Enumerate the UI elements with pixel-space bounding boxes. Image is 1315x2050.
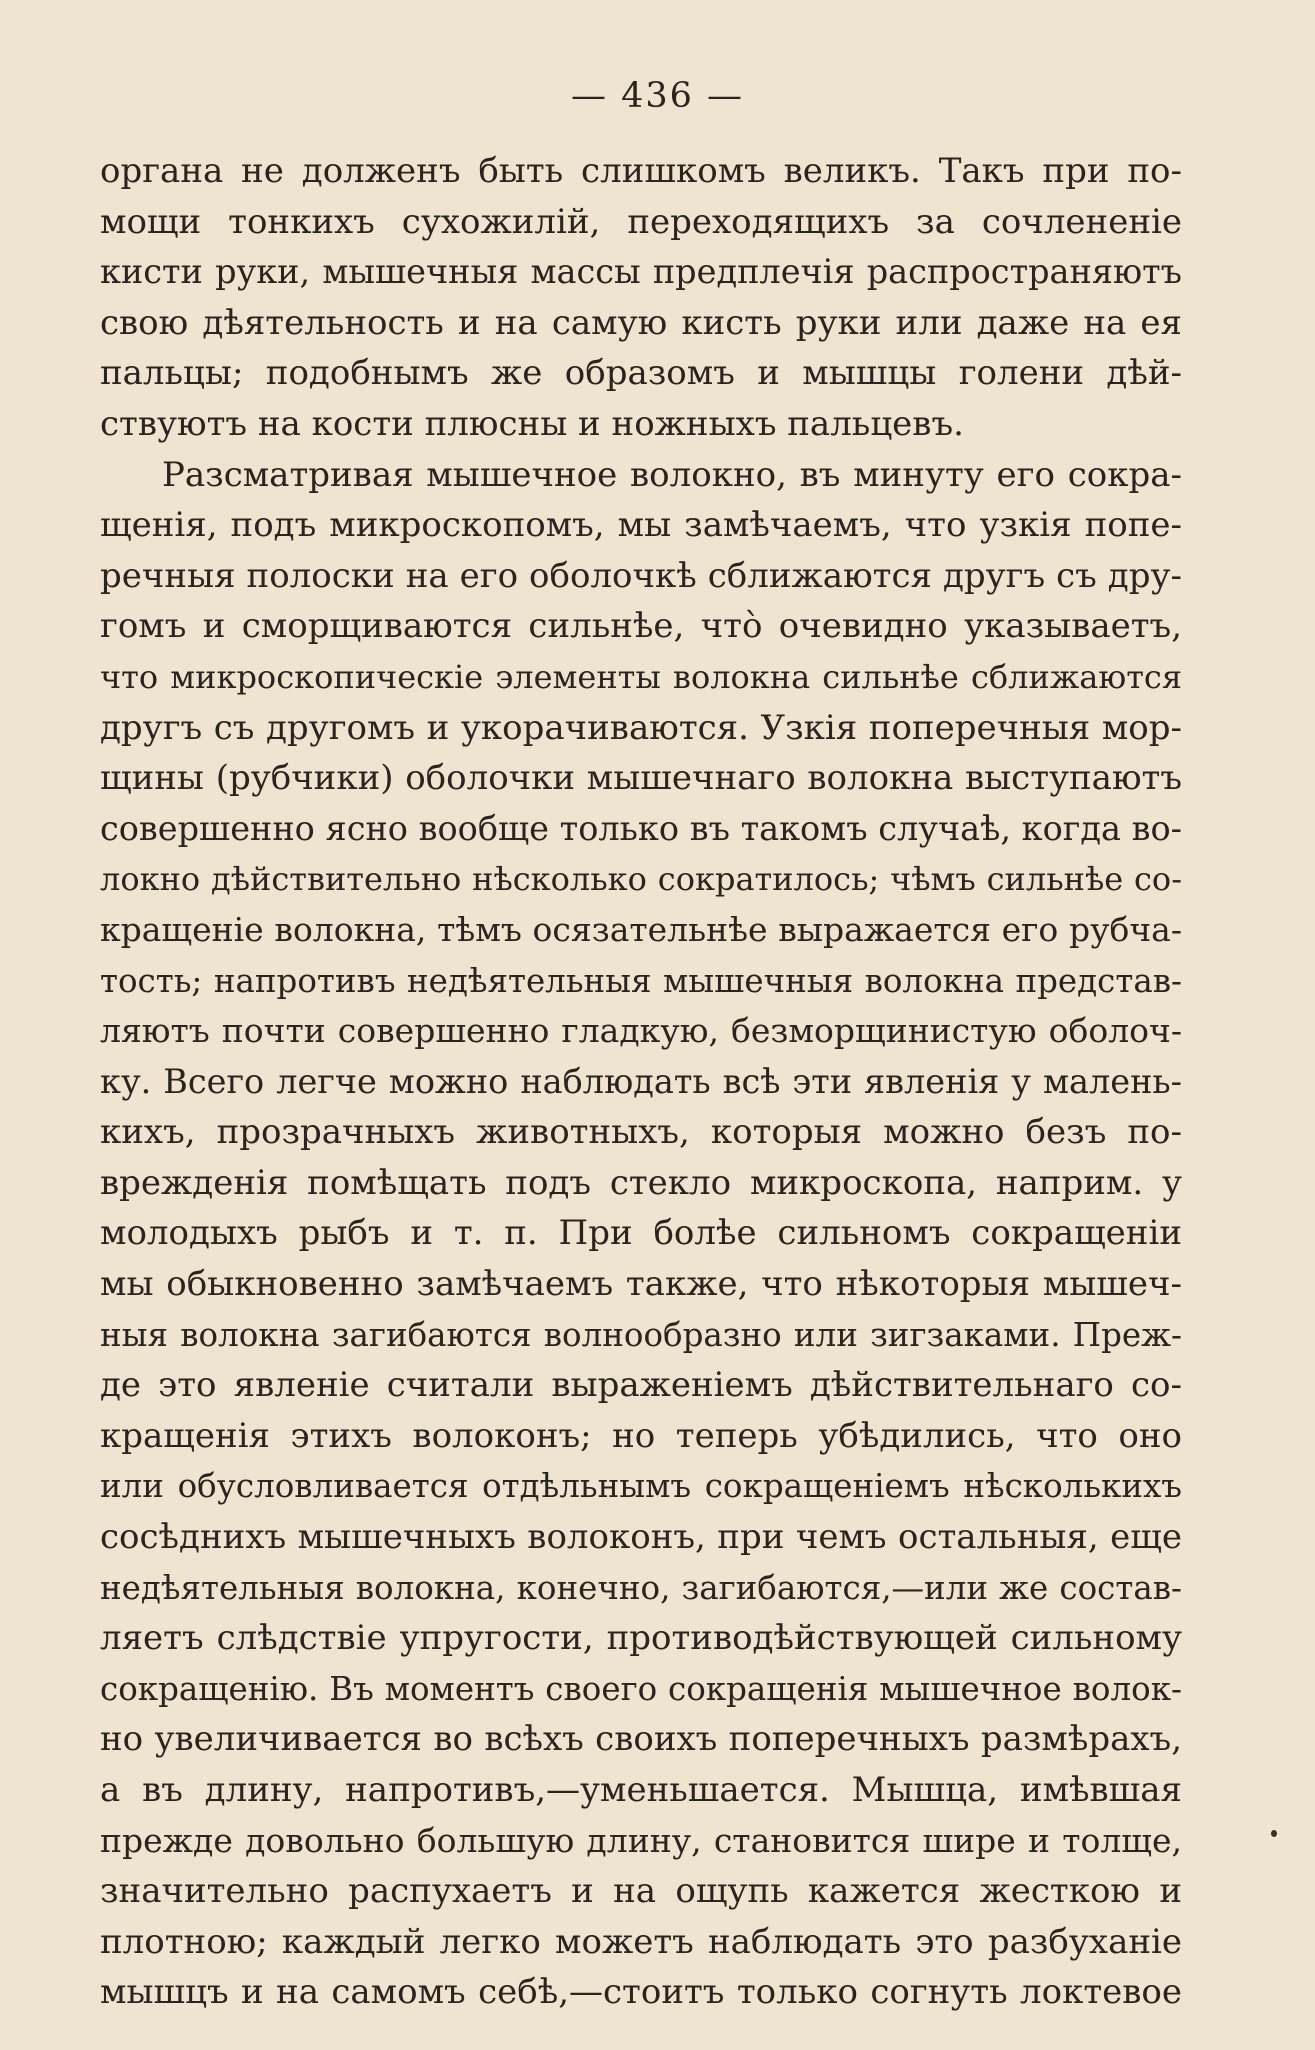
text-line: кихъ, прозрачныхъ животныхъ, которыя можно безъ по-: [100, 1112, 1182, 1153]
text-line: ляютъ почти совершенно гладкую, безморщинистую оболоч-: [100, 1011, 1182, 1051]
text-line: другъ съ другомъ и укорачиваются. Узкія поперечныя мор-: [100, 707, 1182, 748]
text-line: что микроскопическіе элементы волокна сильнѣе сближаются: [100, 657, 1182, 696]
text-line: де это явленіе считали выраженіемъ дѣйствительнаго со-: [100, 1365, 1182, 1406]
text-line: мощи тонкихъ сухожилій, переходящихъ за сочлененіе: [100, 201, 1182, 242]
text-line: сокращенію. Въ моментъ своего сокращенія мышечное волок-: [100, 1669, 1182, 1708]
body-text: [100, 146, 1182, 2018]
text-line: щенія, подъ микроскопомъ, мы замѣчаемъ, что узкія попе-: [100, 505, 1182, 546]
text-line: гомъ и сморщиваются сильнѣе, что̀ очевидно указываетъ,: [100, 606, 1182, 647]
text-line: совершенно ясно вообще только въ такомъ случаѣ, когда во-: [100, 808, 1182, 848]
text-line: ку. Всего легче можно наблюдать всѣ эти явленія у малень-: [100, 1061, 1182, 1101]
text-line: значительно распухаетъ и на ощупь кажется жесткою и: [100, 1871, 1182, 1912]
text-line: кисти руки, мышечныя массы предплечія распространяютъ: [100, 252, 1182, 292]
text-line: Разсматривая мышечное волокно, въ минуту его сокра-: [162, 454, 1182, 495]
text-line: свою дѣятельность и на самую кисть руки или даже на ея: [100, 302, 1182, 343]
ink-speck: [1271, 1830, 1277, 1837]
text-line: локно дѣйствительно нѣсколько сократилось; чѣмъ сильнѣе со-: [100, 860, 1182, 899]
text-line: ныя волокна загибаются волнообразно или зигзаками. Преж-: [100, 1315, 1182, 1354]
text-line: врежденія помѣщать подъ стекло микроскопа, наприм. у: [100, 1162, 1182, 1203]
text-line: недѣятельныя волокна, конечно, загибаются,—или же состав-: [100, 1568, 1182, 1607]
text-line: плотною; каждый легко можетъ наблюдать это разбуханіе: [100, 1921, 1182, 1962]
text-line: кращеніе волокна, тѣмъ осязательнѣе выражается его рубча-: [100, 909, 1182, 949]
text-line: щины (рубчики) оболочки мышечнаго волокна выступаютъ: [100, 758, 1182, 799]
text-line: или обусловливается отдѣльнымъ сокращеніемъ нѣсколькихъ: [100, 1467, 1182, 1506]
text-line: кращенія этихъ волоконъ; но теперь убѣдились, что оно: [100, 1415, 1182, 1456]
text-line: молодыхъ рыбъ и т. п. При болѣе сильномъ сокращеніи: [100, 1213, 1182, 1254]
text-line: тость; напротивъ недѣятельныя мышечныя волокна представ-: [100, 961, 1182, 1000]
page-number: — 436 —: [570, 76, 745, 116]
text-line: мышцъ и на самомъ себѣ,—стоитъ только согнуть локтевое: [100, 1972, 1182, 2013]
text-line: а въ длину, напротивъ,—уменьшается. Мышца, имѣвшая: [100, 1770, 1182, 1810]
text-line: пальцы; подобнымъ же образомъ и мышцы голени дѣй-: [100, 353, 1182, 394]
text-line: сосѣднихъ мышечныхъ волоконъ, при чемъ остальныя, еще: [100, 1517, 1182, 1558]
text-line: ствуютъ на кости плюсны и ножныхъ пальцевъ.: [100, 403, 964, 444]
text-line: органа не долженъ быть слишкомъ великъ. Такъ при по-: [100, 151, 1182, 191]
text-line: мы обыкновенно замѣчаемъ также, что нѣкоторыя мышеч-: [100, 1264, 1182, 1305]
text-line: речныя полоски на его оболочкѣ сближаются другъ съ дру-: [100, 555, 1182, 596]
text-line: ляетъ слѣдствіе упругости, противодѣйствующей сильному: [100, 1618, 1182, 1659]
text-line: но увеличивается во всѣхъ своихъ поперечныхъ размѣрахъ,: [100, 1719, 1182, 1760]
text-line: прежде довольно большую длину, становится шире и толще,: [100, 1820, 1182, 1860]
